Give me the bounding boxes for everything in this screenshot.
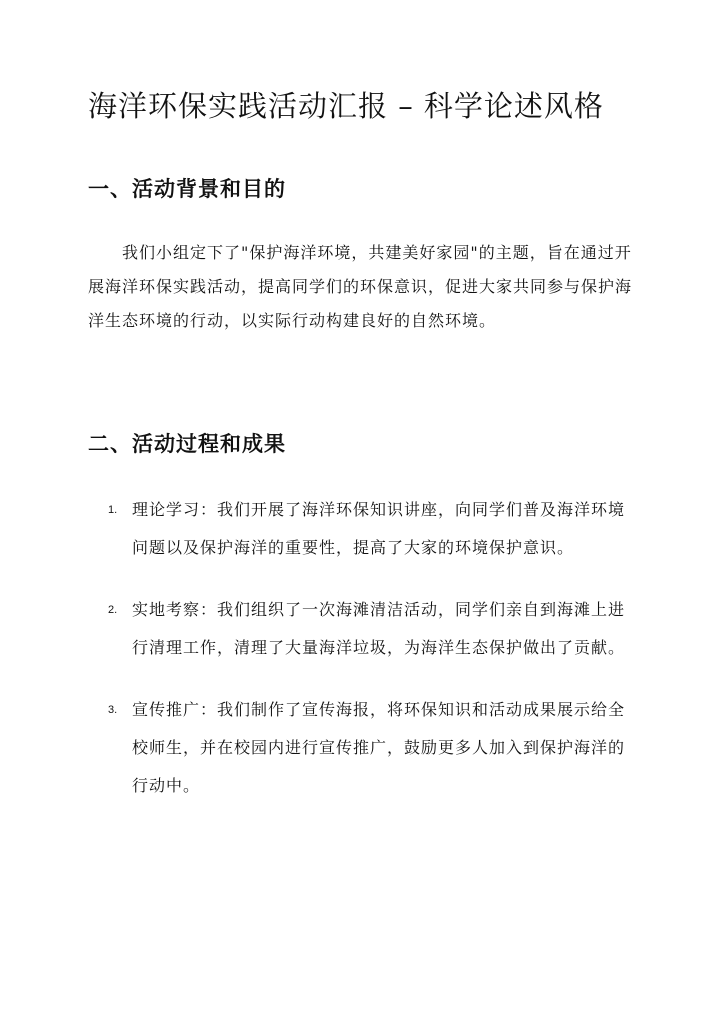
document-title: 海洋环保实践活动汇报 – 科学论述风格 [88,89,604,123]
section-heading-background-purpose: 一、活动背景和目的 [88,176,286,201]
list-item-publicity-promotion [108,691,628,805]
list-item-field-investigation [108,591,628,667]
activity-results-list [108,491,628,829]
list-item-text: 理论学习：我们开展了海洋环保知识讲座，向同学们普及海洋环境问题以及保护海洋的重要性，提高了大家的环境保护意识。 [132,500,626,557]
list-item-theory-learning [108,491,628,567]
list-item-text: 宣传推广：我们制作了宣传海报，将环保知识和活动成果展示给全校师生，并在校园内进行宣传推广，鼓励更多人加入到保护海洋的行动中。 [132,700,626,795]
list-item-number: 1. [108,504,118,516]
section-heading-process-results: 二、活动过程和成果 [88,431,286,456]
list-item-number: 3. [108,704,118,716]
list-item-number: 2. [108,604,118,616]
background-purpose-paragraph: 我们小组定下了"保护海洋环境，共建美好家园"的主题，旨在通过开展海洋环保实践活动，提高同学们的环保意识，促进大家共同参与保护海洋生态环境的行动，以实际行动构建良好的自然环境。 [88,243,633,330]
list-item-text: 实地考察：我们组织了一次海滩清洁活动，同学们亲自到海滩上进行清理工作，清理了大量海洋垃圾，为海洋生态保护做出了贡献。 [132,600,626,657]
